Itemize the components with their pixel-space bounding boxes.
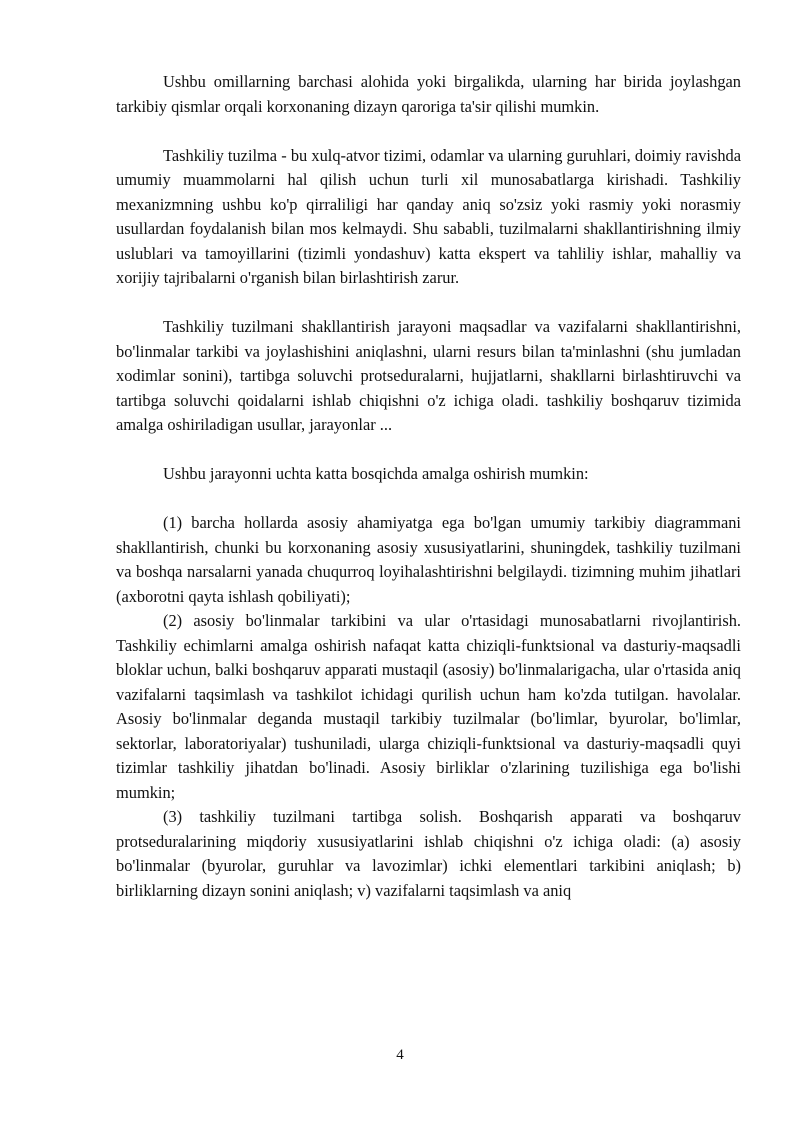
page-number: 4 — [396, 1047, 404, 1063]
list-item-stage-1: (1) barcha hollarda asosiy ahamiyatga ega bo'lgan umumiy tarkibiy diagrammani shakllantirish, chunki bu korxonaning asosiy xususiyatlarini, shuningdek, tashkiliy tuzilmani va boshqa narsalarni yanada chuqurroq loyihalashtirishni belgilaydi. tizimning muhim jihatlari (axborotni qayta ishlash qobiliyati); — [116, 513, 741, 606]
list-item-stage-3: (3) tashkiliy tuzilmani tartibga solish. Boshqarish apparati va boshqaruv protseduralarining miqdoriy xususiyatlarini ishlab chiqishni o'z ichiga oladi: (a) asosiy bo'linmalar (byurolar, guruhlar va lavozimlar) ichki elementlari tarkibini aniqlash; b) birliklarning dizayn sonini aniqlash; v) vazifalarni taqsimlash va aniq — [116, 807, 741, 900]
paragraph-formation-process: Tashkiliy tuzilmani shakllantirish jarayoni maqsadlar va vazifalarni shakllantirishni, bo'linmalar tarkibi va joylashishini aniqlashni, ularni resurs bilan ta'minlashni (shu jumladan xodimlar sonini), tartibga soluvchi protseduralarni, hujjatlarni, shakllarni birlashtiruvchi va tartibga soluvchi qoidalarni ishlab chiqishni o'z ichiga oladi. tashkiliy boshqaruv tizimida amalga oshiriladigan usullar, jarayonlar ... — [116, 317, 741, 434]
list-item-stage-2: (2) asosiy bo'linmalar tarkibini va ular o'rtasidagi munosabatlarni rivojlantirish. Tashkiliy echimlarni amalga oshirish nafaqat katta chiziqli-funktsional va dasturiy-maqsadli bloklar uchun, balki boshqaruv apparati mustaqil (asosiy) bo'linmalarigacha, ular o'rtasida aniq vazifalarni taqsimlash va tashkilot ichidagi qurilish uchun ham ko'zda tutilgan. havolalar. Asosiy bo'linmalar deganda mustaqil tarkibiy tuzilmalar (bo'limlar, byurolar, bo'limlar, sektorlar, laboratoriyalar) tushuniladi, ularga chiziqli-funktsional va dasturiy-maqsadli quyi tizimlar tashkiliy jihatdan bo'linadi. Asosiy birliklar o'zlarining tuzilishiga ega bo'lishi mumkin; — [116, 611, 741, 802]
document-body — [116, 70, 741, 903]
paragraph-three-stages: Ushbu jarayonni uchta katta bosqichda amalga oshirish mumkin: — [163, 464, 589, 483]
paragraph-org-structure: Tashkiliy tuzilma - bu xulq-atvor tizimi, odamlar va ularning guruhlari, doimiy ravishda umumiy muammolarni hal qilish uchun turli xil munosabatlarga kirishadi. Tashkiliy mexanizmning ushbu ko'p qirraliligi har qanday aniq so'zsiz yoki rasmiy yoki norasmiy usullardan foydalanish bilan mos kelmaydi. Shu sababli, tuzilmalarni shakllantirishning ilmiy uslublari va tamoyillarini (tizimli yondashuv) katta ekspert va tahliliy ishlar, mahalliy va xorijiy tajribalarni o'rganish bilan birlashtirish zarur. — [116, 145, 741, 287]
paragraph-factors: Ushbu omillarning barchasi alohida yoki birgalikda, ularning har birida joylashgan tarkibiy qismlar orqali korxonaning dizayn qaroriga ta'sir qilishi mumkin. — [116, 72, 741, 116]
